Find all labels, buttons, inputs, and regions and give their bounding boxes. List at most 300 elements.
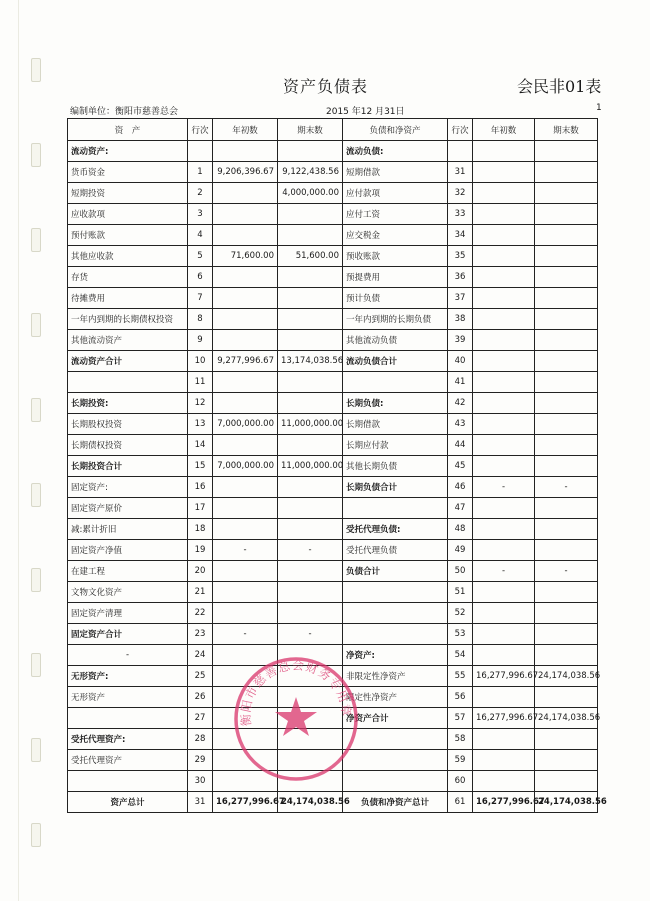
asset-line-number: 28 xyxy=(188,729,213,750)
asset-item-name: 受托代理资产: xyxy=(68,729,188,750)
asset-beginning-balance xyxy=(213,183,278,204)
liability-line-number: 44 xyxy=(448,435,473,456)
liability-ending-balance xyxy=(535,267,598,288)
liability-line-number: 53 xyxy=(448,624,473,645)
table-row xyxy=(68,183,598,204)
asset-line-number: 1 xyxy=(188,162,213,183)
liability-beginning-balance xyxy=(473,603,535,624)
asset-item-name xyxy=(68,372,188,393)
liability-beginning-balance: 16,277,996.67 xyxy=(473,666,535,687)
liability-ending-balance xyxy=(535,225,598,246)
asset-line-number: 22 xyxy=(188,603,213,624)
liability-item-name: 流动负债: xyxy=(343,141,448,162)
asset-item-name xyxy=(68,708,188,729)
asset-item-name: 长期投资: xyxy=(68,393,188,414)
asset-line-number xyxy=(188,141,213,162)
asset-line-number: 16 xyxy=(188,477,213,498)
table-row xyxy=(68,372,598,393)
asset-line-number: 8 xyxy=(188,309,213,330)
asset-ending-balance: 51,600.00 xyxy=(278,246,343,267)
table-row xyxy=(68,792,598,813)
asset-line-number: 27 xyxy=(188,708,213,729)
table-row xyxy=(68,519,598,540)
liability-beginning-balance xyxy=(473,729,535,750)
table-row xyxy=(68,687,598,708)
asset-item-name: 应收款项 xyxy=(68,204,188,225)
asset-item-name: 预付账款 xyxy=(68,225,188,246)
asset-ending-balance xyxy=(278,771,343,792)
asset-line-number: 7 xyxy=(188,288,213,309)
liability-item-name xyxy=(343,603,448,624)
table-row xyxy=(68,393,598,414)
asset-line-number: 11 xyxy=(188,372,213,393)
liability-item-name: 长期负债合计 xyxy=(343,477,448,498)
binder-hole xyxy=(31,398,41,422)
liability-ending-balance xyxy=(535,540,598,561)
asset-item-name: 长期股权投资 xyxy=(68,414,188,435)
page-fold-line xyxy=(18,0,19,901)
liability-line-number: 35 xyxy=(448,246,473,267)
liability-beginning-balance xyxy=(473,183,535,204)
asset-ending-balance xyxy=(278,393,343,414)
liability-ending-balance xyxy=(535,729,598,750)
table-row xyxy=(68,246,598,267)
asset-beginning-balance xyxy=(213,393,278,414)
asset-line-number: 2 xyxy=(188,183,213,204)
asset-ending-balance xyxy=(278,666,343,687)
asset-beginning-balance: 7,000,000.00 xyxy=(213,414,278,435)
table-row xyxy=(68,603,598,624)
asset-item-name: 文物文化资产 xyxy=(68,582,188,603)
liability-item-name: 流动负债合计 xyxy=(343,351,448,372)
liability-beginning-balance xyxy=(473,750,535,771)
table-row xyxy=(68,204,598,225)
liability-beginning-balance xyxy=(473,624,535,645)
liability-line-number: 37 xyxy=(448,288,473,309)
asset-beginning-balance xyxy=(213,750,278,771)
asset-item-name: 其他流动资产 xyxy=(68,330,188,351)
asset-ending-balance xyxy=(278,267,343,288)
liability-line-number: 39 xyxy=(448,330,473,351)
table-header-row xyxy=(68,119,598,141)
balance-sheet-table xyxy=(67,118,607,813)
liability-beginning-balance xyxy=(473,162,535,183)
asset-ending-balance xyxy=(278,645,343,666)
liability-line-number: 58 xyxy=(448,729,473,750)
asset-line-number: 24 xyxy=(188,645,213,666)
liability-beginning-balance xyxy=(473,645,535,666)
liability-item-name xyxy=(343,582,448,603)
table-row xyxy=(68,435,598,456)
liability-line-number: 61 xyxy=(448,792,473,813)
asset-item-name: 减:累计折旧 xyxy=(68,519,188,540)
asset-beginning-balance xyxy=(213,498,278,519)
table-row xyxy=(68,162,598,183)
seal-text: 衡阳市慈善总会财务专用章 xyxy=(238,658,354,727)
liability-ending-balance xyxy=(535,330,598,351)
asset-ending-balance: 24,174,038.56 xyxy=(278,792,343,813)
table-row xyxy=(68,708,598,729)
liability-ending-balance xyxy=(535,288,598,309)
asset-ending-balance: 11,000,000.00 xyxy=(278,456,343,477)
table-row xyxy=(68,729,598,750)
liability-ending-balance xyxy=(535,372,598,393)
asset-item-name: 流动资产合计 xyxy=(68,351,188,372)
liability-beginning-balance: 16,277,996.67 xyxy=(473,792,535,813)
asset-beginning-balance: - xyxy=(213,624,278,645)
asset-beginning-balance xyxy=(213,519,278,540)
asset-beginning-balance: 9,206,396.67 xyxy=(213,162,278,183)
liability-item-name: 预收账款 xyxy=(343,246,448,267)
asset-beginning-balance xyxy=(213,288,278,309)
liability-beginning-balance xyxy=(473,309,535,330)
liability-item-name: 限定性净资产 xyxy=(343,687,448,708)
liability-item-name: 净资产合计 xyxy=(343,708,448,729)
liability-line-number: 59 xyxy=(448,750,473,771)
liability-beginning-balance xyxy=(473,435,535,456)
liability-line-number: 32 xyxy=(448,183,473,204)
liability-ending-balance xyxy=(535,498,598,519)
table-row xyxy=(68,498,598,519)
asset-ending-balance xyxy=(278,561,343,582)
liability-beginning-balance xyxy=(473,456,535,477)
table-row xyxy=(68,477,598,498)
asset-line-number: 23 xyxy=(188,624,213,645)
asset-ending-balance xyxy=(278,372,343,393)
liability-beginning-balance xyxy=(473,330,535,351)
asset-line-number: 20 xyxy=(188,561,213,582)
liability-beginning-balance xyxy=(473,687,535,708)
liability-item-name xyxy=(343,372,448,393)
binder-hole xyxy=(31,823,41,847)
asset-ending-balance xyxy=(278,435,343,456)
asset-item-name: 固定资产净值 xyxy=(68,540,188,561)
asset-item-name: 长期投资合计 xyxy=(68,456,188,477)
liability-ending-balance xyxy=(535,603,598,624)
asset-item-name: 在建工程 xyxy=(68,561,188,582)
liability-beginning-balance xyxy=(473,540,535,561)
asset-item-name: 固定资产合计 xyxy=(68,624,188,645)
asset-line-number: 17 xyxy=(188,498,213,519)
asset-line-number: 12 xyxy=(188,393,213,414)
asset-line-number: 10 xyxy=(188,351,213,372)
asset-beginning-balance: - xyxy=(213,540,278,561)
asset-ending-balance xyxy=(278,204,343,225)
asset-ending-balance xyxy=(278,330,343,351)
asset-item-name: 受托代理资产 xyxy=(68,750,188,771)
liability-line-number: 41 xyxy=(448,372,473,393)
table-row xyxy=(68,561,598,582)
asset-item-name: 货币资金 xyxy=(68,162,188,183)
asset-line-number: 14 xyxy=(188,435,213,456)
asset-ending-balance: 9,122,438.56 xyxy=(278,162,343,183)
liability-beginning-balance xyxy=(473,141,535,162)
asset-ending-balance xyxy=(278,603,343,624)
asset-beginning-balance: 71,600.00 xyxy=(213,246,278,267)
asset-ending-balance: - xyxy=(278,624,343,645)
table-row xyxy=(68,225,598,246)
liability-item-name: 负债和净资产总计 xyxy=(343,792,448,813)
liability-ending-balance: 24,174,038.56 xyxy=(535,666,598,687)
asset-item-name: 存货 xyxy=(68,267,188,288)
asset-item-name: 固定资产原价 xyxy=(68,498,188,519)
asset-beginning-balance xyxy=(213,582,278,603)
liability-item-name: 受托代理负债 xyxy=(343,540,448,561)
asset-ending-balance: 13,174,038.56 xyxy=(278,351,343,372)
asset-ending-balance xyxy=(278,582,343,603)
liability-item-name: 净资产: xyxy=(343,645,448,666)
asset-line-number: 18 xyxy=(188,519,213,540)
liability-ending-balance xyxy=(535,582,598,603)
asset-line-number: 21 xyxy=(188,582,213,603)
liability-line-number: 48 xyxy=(448,519,473,540)
asset-beginning-balance: 9,277,996.67 xyxy=(213,351,278,372)
liability-beginning-balance: - xyxy=(473,561,535,582)
liability-item-name: 应交税金 xyxy=(343,225,448,246)
table-row xyxy=(68,771,598,792)
liability-line-number xyxy=(448,141,473,162)
header-ending: 期末数 xyxy=(535,119,598,141)
asset-item-name: 固定资产: xyxy=(68,477,188,498)
asset-item-name: - xyxy=(68,645,188,666)
asset-beginning-balance xyxy=(213,603,278,624)
asset-ending-balance xyxy=(278,309,343,330)
liability-line-number: 50 xyxy=(448,561,473,582)
liability-line-number: 40 xyxy=(448,351,473,372)
asset-ending-balance: 11,000,000.00 xyxy=(278,414,343,435)
report-date: 2015 年12 月31日 xyxy=(326,107,405,117)
header-beginning: 年初数 xyxy=(473,119,535,141)
liability-beginning-balance xyxy=(473,414,535,435)
asset-ending-balance xyxy=(278,477,343,498)
header-line-no: 行次 xyxy=(188,119,213,141)
header-liabilities-net-assets: 负债和净资产 xyxy=(343,119,448,141)
liability-line-number: 52 xyxy=(448,603,473,624)
liability-line-number: 31 xyxy=(448,162,473,183)
binder-hole xyxy=(31,568,41,592)
table-row xyxy=(68,288,598,309)
table-row xyxy=(68,267,598,288)
liability-item-name xyxy=(343,729,448,750)
binder-hole xyxy=(31,313,41,337)
liability-item-name xyxy=(343,771,448,792)
liability-line-number: 57 xyxy=(448,708,473,729)
asset-beginning-balance xyxy=(213,372,278,393)
table-row xyxy=(68,624,598,645)
asset-line-number: 3 xyxy=(188,204,213,225)
asset-beginning-balance: 16,277,996.67 xyxy=(213,792,278,813)
asset-item-name: 长期债权投资 xyxy=(68,435,188,456)
asset-ending-balance xyxy=(278,519,343,540)
liability-beginning-balance xyxy=(473,246,535,267)
asset-item-name: 资产总计 xyxy=(68,792,188,813)
asset-item-name: 无形资产 xyxy=(68,687,188,708)
asset-line-number: 13 xyxy=(188,414,213,435)
asset-beginning-balance xyxy=(213,666,278,687)
liability-item-name: 受托代理负债: xyxy=(343,519,448,540)
liability-ending-balance: 24,174,038.56 xyxy=(535,792,598,813)
liability-line-number: 55 xyxy=(448,666,473,687)
page-mark: 1 xyxy=(596,103,602,113)
liability-item-name: 长期借款 xyxy=(343,414,448,435)
reporting-unit: 编制单位：衡阳市慈善总会 xyxy=(70,107,179,117)
table-row xyxy=(68,456,598,477)
asset-line-number: 5 xyxy=(188,246,213,267)
asset-line-number: 25 xyxy=(188,666,213,687)
asset-beginning-balance xyxy=(213,729,278,750)
asset-line-number: 31 xyxy=(188,792,213,813)
liability-ending-balance xyxy=(535,351,598,372)
liability-item-name xyxy=(343,624,448,645)
liability-ending-balance xyxy=(535,771,598,792)
asset-line-number: 26 xyxy=(188,687,213,708)
liability-item-name: 预提费用 xyxy=(343,267,448,288)
binder-hole xyxy=(31,653,41,677)
table-row xyxy=(68,330,598,351)
asset-beginning-balance xyxy=(213,309,278,330)
binder-hole xyxy=(31,143,41,167)
header-ending: 期末数 xyxy=(278,119,343,141)
asset-ending-balance xyxy=(278,708,343,729)
liability-item-name: 一年内到期的长期负债 xyxy=(343,309,448,330)
binder-hole xyxy=(31,483,41,507)
liability-beginning-balance xyxy=(473,225,535,246)
asset-item-name: 一年内到期的长期债权投资 xyxy=(68,309,188,330)
asset-ending-balance xyxy=(278,498,343,519)
asset-item-name: 固定资产清理 xyxy=(68,603,188,624)
liability-ending-balance xyxy=(535,456,598,477)
asset-item-name: 流动资产: xyxy=(68,141,188,162)
liability-line-number: 51 xyxy=(448,582,473,603)
liability-item-name: 短期借款 xyxy=(343,162,448,183)
liability-beginning-balance: - xyxy=(473,477,535,498)
asset-beginning-balance xyxy=(213,204,278,225)
liability-line-number: 46 xyxy=(448,477,473,498)
liability-ending-balance xyxy=(535,309,598,330)
liability-item-name xyxy=(343,750,448,771)
liability-item-name: 其他流动负债 xyxy=(343,330,448,351)
table-row xyxy=(68,645,598,666)
asset-item-name: 其他应收款 xyxy=(68,246,188,267)
liability-ending-balance xyxy=(535,183,598,204)
asset-line-number: 6 xyxy=(188,267,213,288)
binder-hole xyxy=(31,738,41,762)
liability-line-number: 33 xyxy=(448,204,473,225)
header-beginning: 年初数 xyxy=(213,119,278,141)
liability-item-name: 负债合计 xyxy=(343,561,448,582)
liability-line-number: 42 xyxy=(448,393,473,414)
liability-ending-balance xyxy=(535,435,598,456)
page-title: 资产负债表 xyxy=(283,77,369,96)
liability-line-number: 43 xyxy=(448,414,473,435)
table-row xyxy=(68,141,598,162)
asset-beginning-balance xyxy=(213,687,278,708)
liability-line-number: 56 xyxy=(448,687,473,708)
asset-ending-balance: - xyxy=(278,540,343,561)
asset-ending-balance xyxy=(278,750,343,771)
asset-item-name: 无形资产: xyxy=(68,666,188,687)
liability-ending-balance xyxy=(535,624,598,645)
liability-beginning-balance xyxy=(473,288,535,309)
liability-line-number: 54 xyxy=(448,645,473,666)
liability-beginning-balance xyxy=(473,582,535,603)
asset-beginning-balance xyxy=(213,330,278,351)
asset-line-number: 9 xyxy=(188,330,213,351)
asset-ending-balance xyxy=(278,729,343,750)
table-row xyxy=(68,351,598,372)
asset-ending-balance xyxy=(278,141,343,162)
asset-beginning-balance xyxy=(213,477,278,498)
liability-ending-balance xyxy=(535,414,598,435)
liability-beginning-balance xyxy=(473,267,535,288)
liability-ending-balance xyxy=(535,162,598,183)
liability-line-number: 34 xyxy=(448,225,473,246)
liability-beginning-balance xyxy=(473,372,535,393)
liability-ending-balance xyxy=(535,750,598,771)
liability-ending-balance xyxy=(535,519,598,540)
liability-beginning-balance xyxy=(473,204,535,225)
liability-ending-balance: 24,174,038.56 xyxy=(535,708,598,729)
liability-ending-balance xyxy=(535,393,598,414)
asset-item-name xyxy=(68,771,188,792)
liability-beginning-balance: 16,277,996.67 xyxy=(473,708,535,729)
asset-ending-balance xyxy=(278,288,343,309)
asset-beginning-balance xyxy=(213,771,278,792)
asset-ending-balance xyxy=(278,225,343,246)
table-row xyxy=(68,540,598,561)
liability-item-name: 长期应付款 xyxy=(343,435,448,456)
liability-ending-balance xyxy=(535,645,598,666)
asset-beginning-balance xyxy=(213,267,278,288)
liability-beginning-balance xyxy=(473,498,535,519)
liability-beginning-balance xyxy=(473,393,535,414)
asset-ending-balance: 4,000,000.00 xyxy=(278,183,343,204)
liability-item-name xyxy=(343,498,448,519)
asset-beginning-balance xyxy=(213,561,278,582)
liability-ending-balance xyxy=(535,204,598,225)
asset-line-number: 15 xyxy=(188,456,213,477)
header-line-no: 行次 xyxy=(448,119,473,141)
table-row xyxy=(68,309,598,330)
liability-ending-balance: - xyxy=(535,477,598,498)
asset-item-name: 待摊费用 xyxy=(68,288,188,309)
liability-beginning-balance xyxy=(473,519,535,540)
liability-line-number: 38 xyxy=(448,309,473,330)
asset-beginning-balance xyxy=(213,435,278,456)
liability-line-number: 47 xyxy=(448,498,473,519)
liability-line-number: 36 xyxy=(448,267,473,288)
liability-item-name: 其他长期负债 xyxy=(343,456,448,477)
liability-item-name: 预计负债 xyxy=(343,288,448,309)
liability-line-number: 45 xyxy=(448,456,473,477)
liability-ending-balance xyxy=(535,687,598,708)
liability-line-number: 49 xyxy=(448,540,473,561)
table-row xyxy=(68,582,598,603)
form-number: 会民非01表 xyxy=(517,77,602,96)
table-row xyxy=(68,666,598,687)
asset-line-number: 30 xyxy=(188,771,213,792)
asset-beginning-balance xyxy=(213,225,278,246)
liability-ending-balance xyxy=(535,246,598,267)
liability-beginning-balance xyxy=(473,771,535,792)
asset-beginning-balance xyxy=(213,141,278,162)
asset-line-number: 29 xyxy=(188,750,213,771)
asset-beginning-balance xyxy=(213,708,278,729)
liability-ending-balance: - xyxy=(535,561,598,582)
liability-beginning-balance xyxy=(473,351,535,372)
asset-beginning-balance xyxy=(213,645,278,666)
asset-item-name: 短期投资 xyxy=(68,183,188,204)
